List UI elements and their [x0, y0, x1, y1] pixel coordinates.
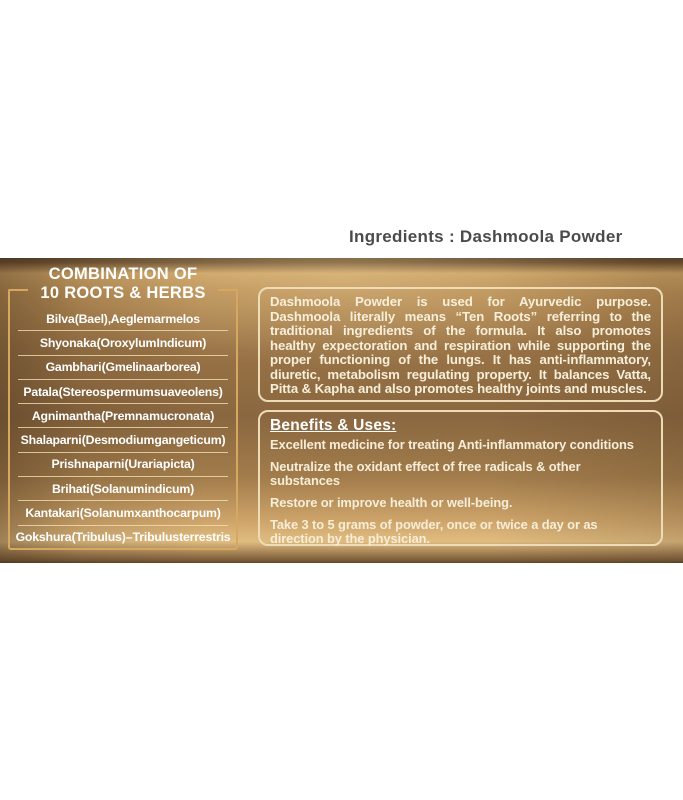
description-box: Dashmoola Powder is used for Ayurvedic purpose. Dashmoola literally means “Ten Roots” referring to the traditional ingredients of the formula. It also promotes healthy expectoration and respiration while supporting the proper functioning of the lungs. It has anti-inflammatory, diuretic, metabolism regulating property. It balances Vatta, Pitta & Kapha and also promotes healthy joints and muscles. — [258, 287, 663, 402]
herb-item: Kantakari (Solanum xanthocarpum) — [25, 506, 221, 521]
herb-item: Gokshura (Tribulus) – Tribulus terrestris — [15, 530, 231, 545]
benefit-item: Excellent medicine for treating Anti-inflammatory conditions — [270, 437, 634, 452]
herbs-list — [12, 307, 234, 549]
frame-cap-left — [8, 289, 28, 291]
benefit-item: Take 3 to 5 grams of powder, once or twice a day or as direction by the physician. — [270, 517, 598, 546]
ingredients-title: Ingredients : Dashmoola Powder — [349, 227, 623, 246]
combination-heading-line1: COMBINATION OF — [48, 265, 198, 283]
herb-item: Prishnaparni (Uraria picta) — [51, 457, 195, 472]
combination-heading-line2: 10 ROOTS & HERBS — [40, 284, 206, 302]
herb-item: Gambhari (Gmelina arborea) — [45, 360, 201, 375]
herb-item: Patala (Stereospermum suaveolens) — [23, 384, 223, 399]
herb-item: Bilva (Bael), Aegle marmelos — [46, 311, 200, 326]
herb-item: Shyonaka (Oroxylum Indicum) — [39, 335, 207, 350]
frame-cap-right — [218, 289, 238, 291]
herb-item: Brihati (Solanum indicum) — [51, 481, 195, 496]
herb-item: Shalaparni (Desmodium gangeticum) — [20, 433, 226, 448]
benefits-box — [258, 410, 663, 546]
benefits-heading: Benefits & Uses: — [270, 417, 397, 434]
benefit-item: Restore or improve health or well-being. — [270, 495, 513, 510]
herb-item: Agnimantha (Premna mucronata) — [31, 408, 215, 423]
label-band — [0, 258, 683, 563]
benefit-item: Neutralize the oxidant effect of free radicals & other substances — [270, 459, 581, 488]
